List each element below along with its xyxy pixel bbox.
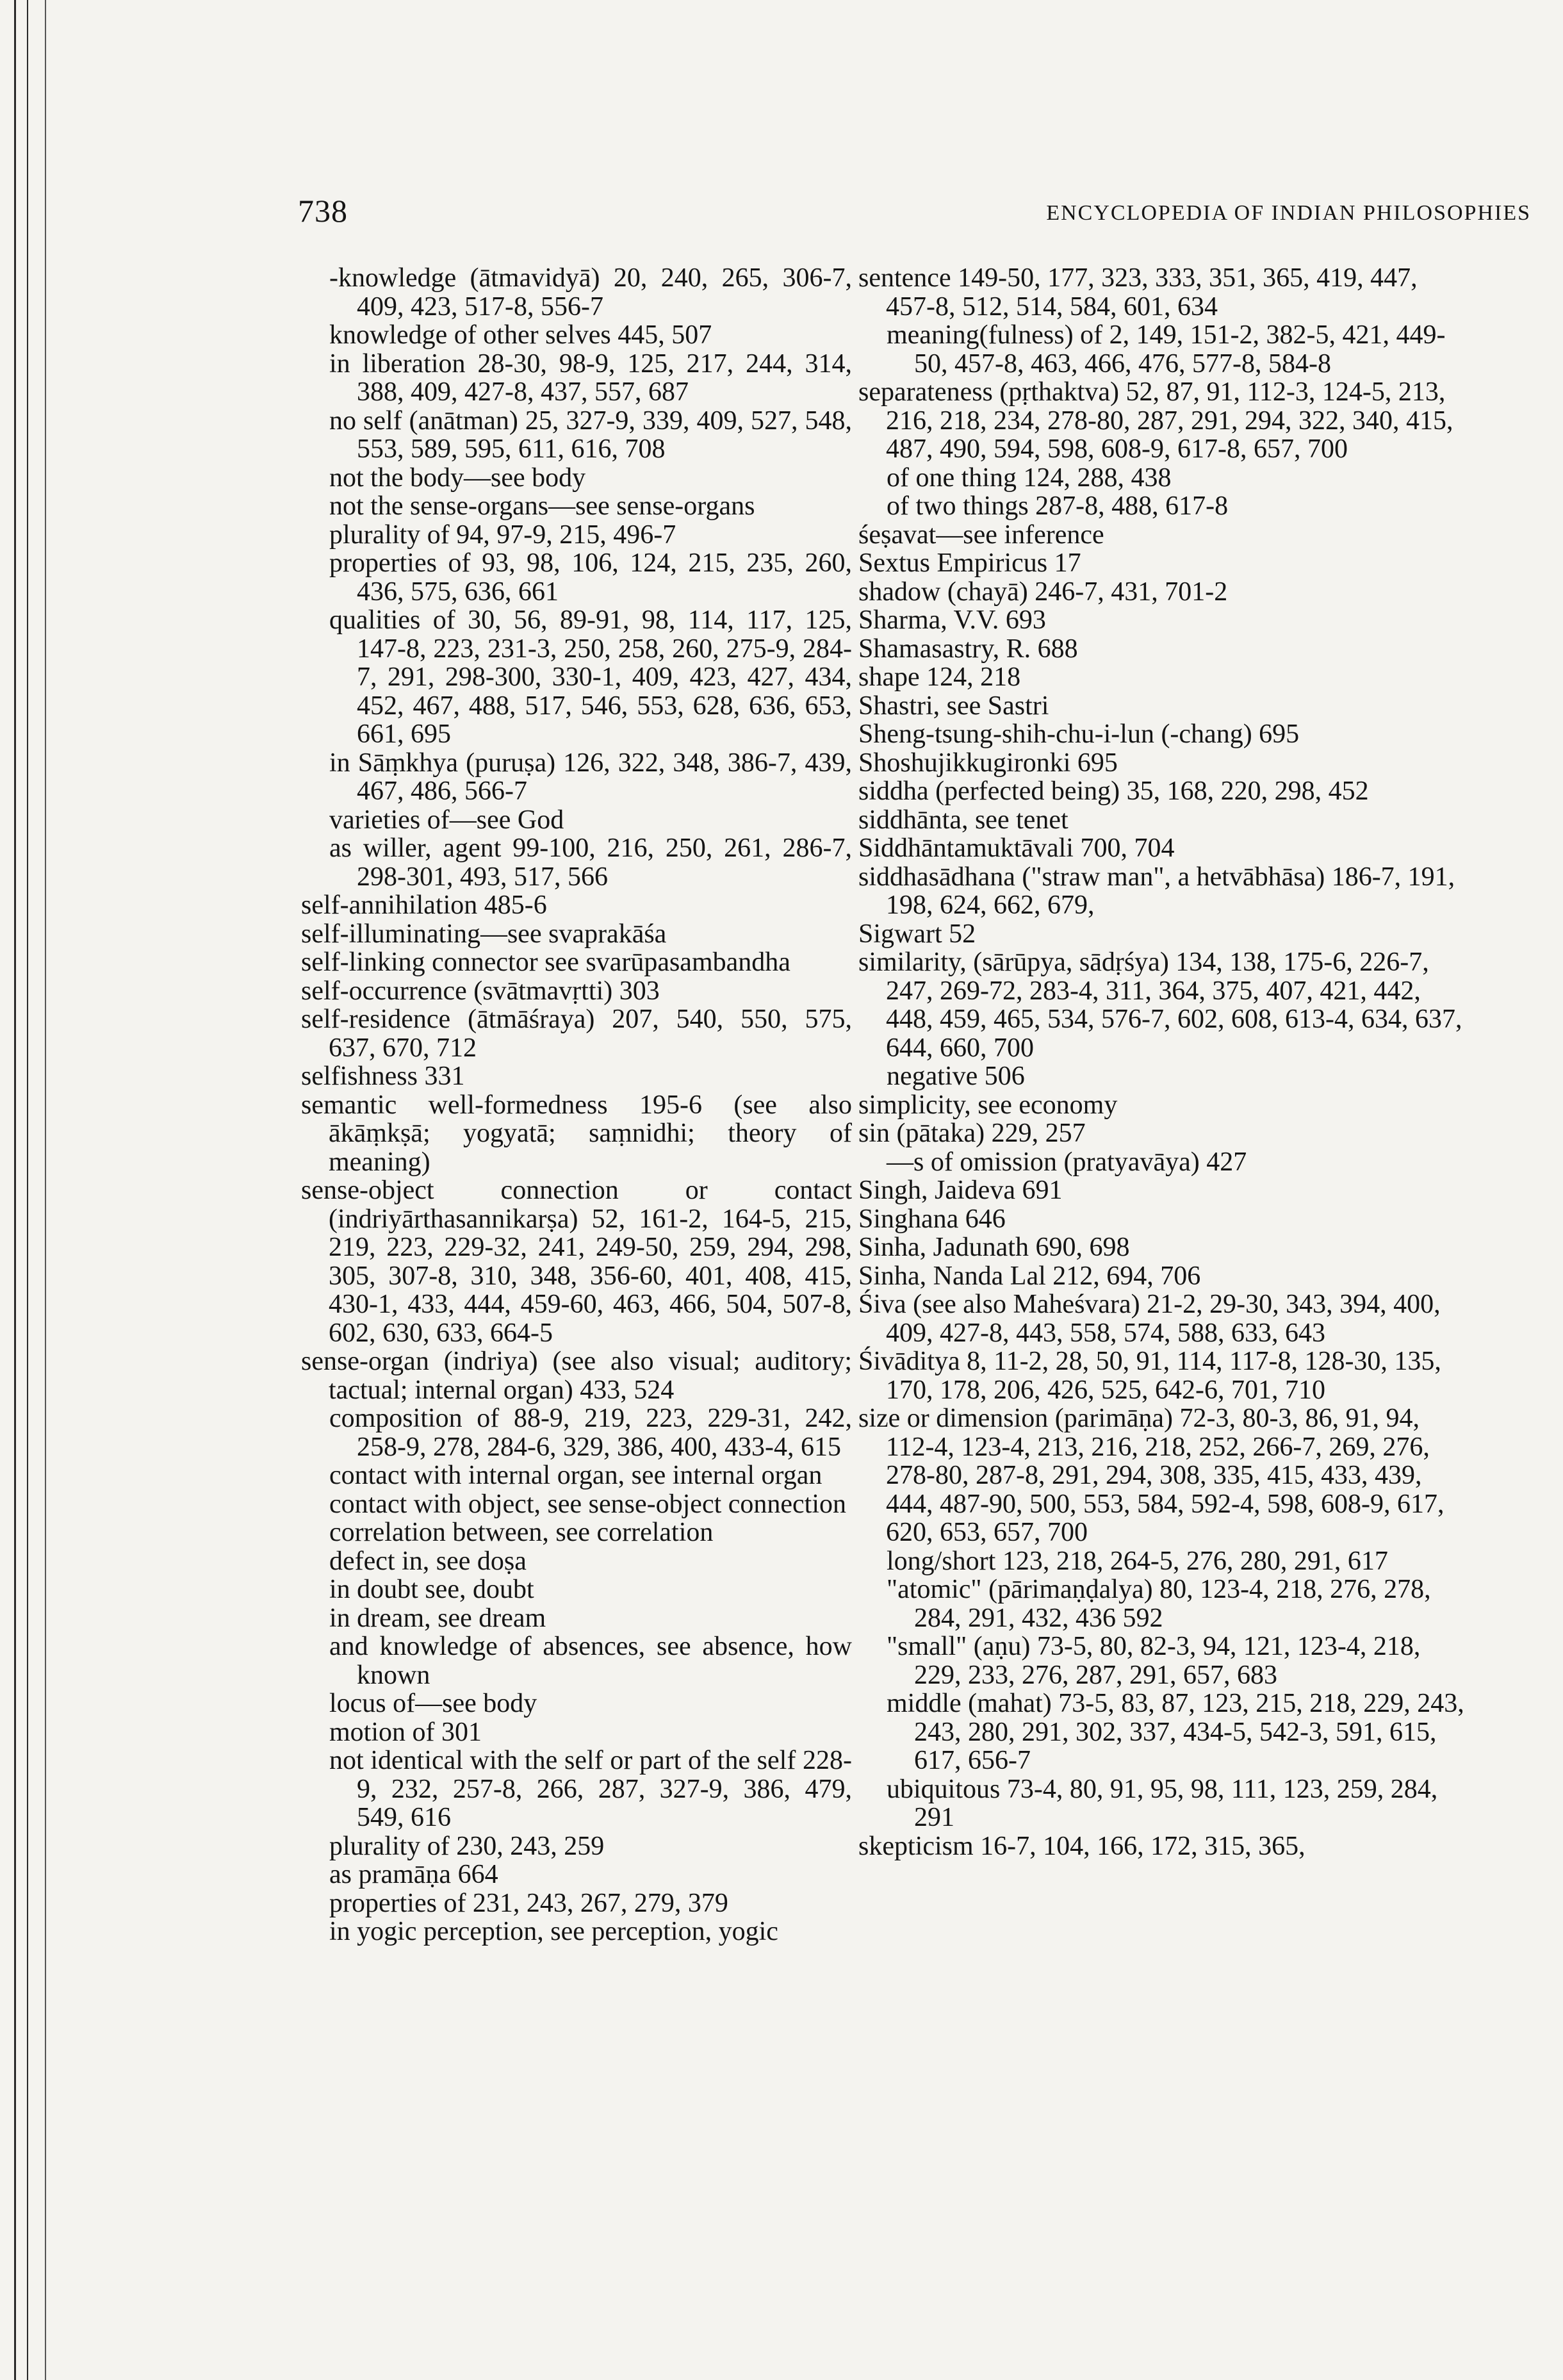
index-entry: sense-object connection or contact (indriyārthasannikarṣa) 52, 161-2, 164-5, 215, 219, 223, 229-32, 241, 249-50, 259, 294, 298, 305, 307-8, 310, 348, 356-60, 401, 408, 415, 430-1, 433, 444, 459-60, 463, 466, 504, 507-8, 602, 630, 633, 664-5 [301, 1176, 852, 1348]
index-subentry: long/short 123, 218, 264-5, 276, 280, 291, 617 [887, 1546, 1388, 1576]
index-entry: Singhana 646 [858, 1204, 1006, 1234]
index-entry: Sinha, Nanda Lal 212, 694, 706 [858, 1261, 1201, 1291]
index-column-left [301, 264, 852, 1946]
index-subentry: knowledge of other selves 445, 507 [329, 320, 712, 350]
index-entry: self-illuminating—see svaprakāśa [301, 919, 667, 949]
index-subentry: of two things 287-8, 488, 617-8 [887, 491, 1229, 521]
index-subentry: ubiquitous 73-4, 80, 91, 95, 98, 111, 123, 259, 284, 291 [887, 1774, 1438, 1832]
index-entry: self-linking connector see svarūpasambandha [301, 948, 790, 977]
index-subentry: varieties of—see God [329, 805, 564, 835]
index-entry: Sigwart 52 [858, 919, 976, 949]
index-subentry: defect in, see doṣa [329, 1546, 527, 1576]
page-number: 738 [298, 193, 348, 229]
index-entry: shape 124, 218 [858, 662, 1021, 692]
index-entry: selfishness 331 [301, 1062, 465, 1091]
index-entry: Sextus Empiricus 17 [858, 548, 1081, 578]
index-subentry: middle (mahat) 73-5, 83, 87, 123, 215, 218, 229, 243, 243, 280, 291, 302, 337, 434-5, 542-3, 591, 615, 617, 656-7 [887, 1689, 1464, 1775]
index-entry: separateness (pṛthaktva) 52, 87, 91, 112-3, 124-5, 213, 216, 218, 234, 278-80, 287, 291, 294, 322, 340, 415, 487, 490, 594, 598, 608-9, 617-8, 657, 700 [858, 377, 1453, 464]
index-entry: Sheng-tsung-shih-chu-i-lun (-chang) 695 [858, 719, 1300, 749]
index-subentry: "small" (aṇu) 73-5, 80, 82-3, 94, 121, 123-4, 218, 229, 233, 276, 287, 291, 657, 683 [887, 1632, 1421, 1690]
index-subentry: -knowledge (ātmavidyā) 20, 240, 265, 306-7, 409, 423, 517-8, 556-7 [329, 263, 852, 322]
index-subentry: as pramāṇa 664 [329, 1860, 498, 1889]
index-entry: Singh, Jaideva 691 [858, 1176, 1063, 1205]
index-subentry: as willer, agent 99-100, 216, 250, 261, 286-7, 298-301, 493, 517, 566 [329, 833, 852, 892]
index-entry: Shastri, see Sastri [858, 691, 1049, 721]
index-subentry: composition of 88-9, 219, 223, 229-31, 242, 258-9, 278, 284-6, 329, 386, 400, 433-4, 615 [329, 1404, 852, 1462]
index-subentry: properties of 231, 243, 267, 279, 379 [329, 1888, 728, 1918]
index-entry: semantic well-formedness 195-6 (see also ākāṃkṣā; yogyatā; saṃnidhi; theory of meaning) [301, 1090, 852, 1177]
index-subentry: in dream, see dream [329, 1603, 546, 1633]
index-subentry: contact with internal organ, see internal organ [329, 1461, 822, 1490]
index-entry: Shoshujikkugironki 695 [858, 748, 1118, 778]
index-entry: Siddhāntamuktāvali 700, 704 [858, 833, 1175, 863]
index-entry: sin (pātaka) 229, 257 [858, 1119, 1086, 1148]
index-entry: size or dimension (parimāṇa) 72-3, 80-3, 86, 91, 94, 112-4, 123-4, 213, 216, 218, 252, 266-7, 269, 276, 278-80, 287-8, 291, 294, 308, 335, 415, 433, 439, 444, 487-90, 500, 553, 584, 592-4, 598, 608-9, 617, 620, 653, 657, 700 [858, 1404, 1444, 1547]
index-entry: Sinha, Jadunath 690, 698 [858, 1233, 1130, 1262]
index-entry: skepticism 16-7, 104, 166, 172, 315, 365, [858, 1831, 1305, 1861]
index-column-right [858, 264, 1467, 1860]
index-subentry: meaning(fulness) of 2, 149, 151-2, 382-5, 421, 449-50, 457-8, 463, 466, 476, 577-8, 584-8 [887, 320, 1446, 379]
index-entry: Śiva (see also Maheśvara) 21-2, 29-30, 343, 394, 400, 409, 427-8, 443, 558, 574, 588, 633, 643 [858, 1290, 1441, 1348]
index-entry: Shamasastry, R. 688 [858, 634, 1078, 664]
index-subentry: correlation between, see correlation [329, 1518, 714, 1547]
index-entry: siddhānta, see tenet [858, 805, 1068, 835]
index-subentry: "atomic" (pārimaṇḍalya) 80, 123-4, 218, 276, 278, 284, 291, 432, 436 592 [887, 1575, 1431, 1633]
index-subentry: in yogic perception, see perception, yogic [329, 1917, 778, 1946]
index-entry: self-residence (ātmāśraya) 207, 540, 550, 575, 637, 670, 712 [301, 1005, 852, 1063]
running-title: ENCYCLOPEDIA OF INDIAN PHILOSOPHIES [1046, 201, 1531, 225]
index-subentry: not the body—see body [329, 463, 586, 493]
index-subentry: plurality of 94, 97-9, 215, 496-7 [329, 520, 676, 550]
index-entry: shadow (chayā) 246-7, 431, 701-2 [858, 577, 1228, 607]
index-subentry: —s of omission (pratyavāya) 427 [887, 1147, 1247, 1177]
index-subentry: not identical with the self or part of the self 228-9, 232, 257-8, 266, 287, 327-9, 386, 479, 549, 616 [329, 1746, 852, 1832]
index-entry: similarity, (sārūpya, sādṛśya) 134, 138, 175-6, 226-7, 247, 269-72, 283-4, 311, 364, 375, 407, 421, 442, 448, 459, 465, 534, 576-7, 602, 608, 613-4, 634, 637, 644, 660, 700 [858, 948, 1462, 1063]
index-subentry: and knowledge of absences, see absence, how known [329, 1632, 852, 1690]
index-subentry: in doubt see, doubt [329, 1575, 534, 1604]
index-entry: self-annihilation 485-6 [301, 890, 547, 920]
index-subentry: negative 506 [887, 1062, 1025, 1091]
index-entry: sentence 149-50, 177, 323, 333, 351, 365, 419, 447, 457-8, 512, 514, 584, 601, 634 [858, 263, 1418, 322]
index-entry: Śivāditya 8, 11-2, 28, 50, 91, 114, 117-8, 128-30, 135, 170, 178, 206, 426, 525, 642-6, 701, 710 [858, 1347, 1441, 1405]
index-entry: self-occurrence (svātmavṛtti) 303 [301, 976, 660, 1006]
index-entry: śeṣavat—see inference [858, 520, 1104, 550]
index-subentry: in liberation 28-30, 98-9, 125, 217, 244, 314, 388, 409, 427-8, 437, 557, 687 [329, 349, 852, 407]
index-entry: sense-organ (indriya) (see also visual; auditory; tactual; internal organ) 433, 524 [301, 1347, 852, 1405]
index-subentry: no self (anātman) 25, 327-9, 339, 409, 527, 548, 553, 589, 595, 611, 616, 708 [329, 406, 852, 464]
index-subentry: properties of 93, 98, 106, 124, 215, 235, 260, 436, 575, 636, 661 [329, 548, 852, 607]
index-entry: siddhasādhana ("straw man", a hetvābhāsa) 186-7, 191, 198, 624, 662, 679, [858, 862, 1455, 920]
index-subentry: plurality of 230, 243, 259 [329, 1831, 605, 1861]
index-subentry: motion of 301 [329, 1717, 482, 1747]
index-subentry: not the sense-organs—see sense-organs [329, 491, 755, 521]
index-entry: simplicity, see economy [858, 1090, 1118, 1120]
index-subentry: qualities of 30, 56, 89-91, 98, 114, 117, 125, 147-8, 223, 231-3, 250, 258, 260, 275-9, 284-7, 291, 298-300, 330-1, 409, 423, 427, 434, 452, 467, 488, 517, 546, 553, 628, 636, 653, 661, 695 [329, 605, 852, 749]
page-header [298, 192, 1531, 231]
index-subentry: in Sāṃkhya (puruṣa) 126, 322, 348, 386-7, 439, 467, 486, 566-7 [329, 748, 852, 806]
index-subentry: of one thing 124, 288, 438 [887, 463, 1172, 493]
index-subentry: contact with object, see sense-object connection [329, 1489, 847, 1519]
index-entry: Sharma, V.V. 693 [858, 605, 1046, 635]
index-entry: siddha (perfected being) 35, 168, 220, 298, 452 [858, 776, 1369, 806]
index-subentry: locus of—see body [329, 1689, 537, 1718]
